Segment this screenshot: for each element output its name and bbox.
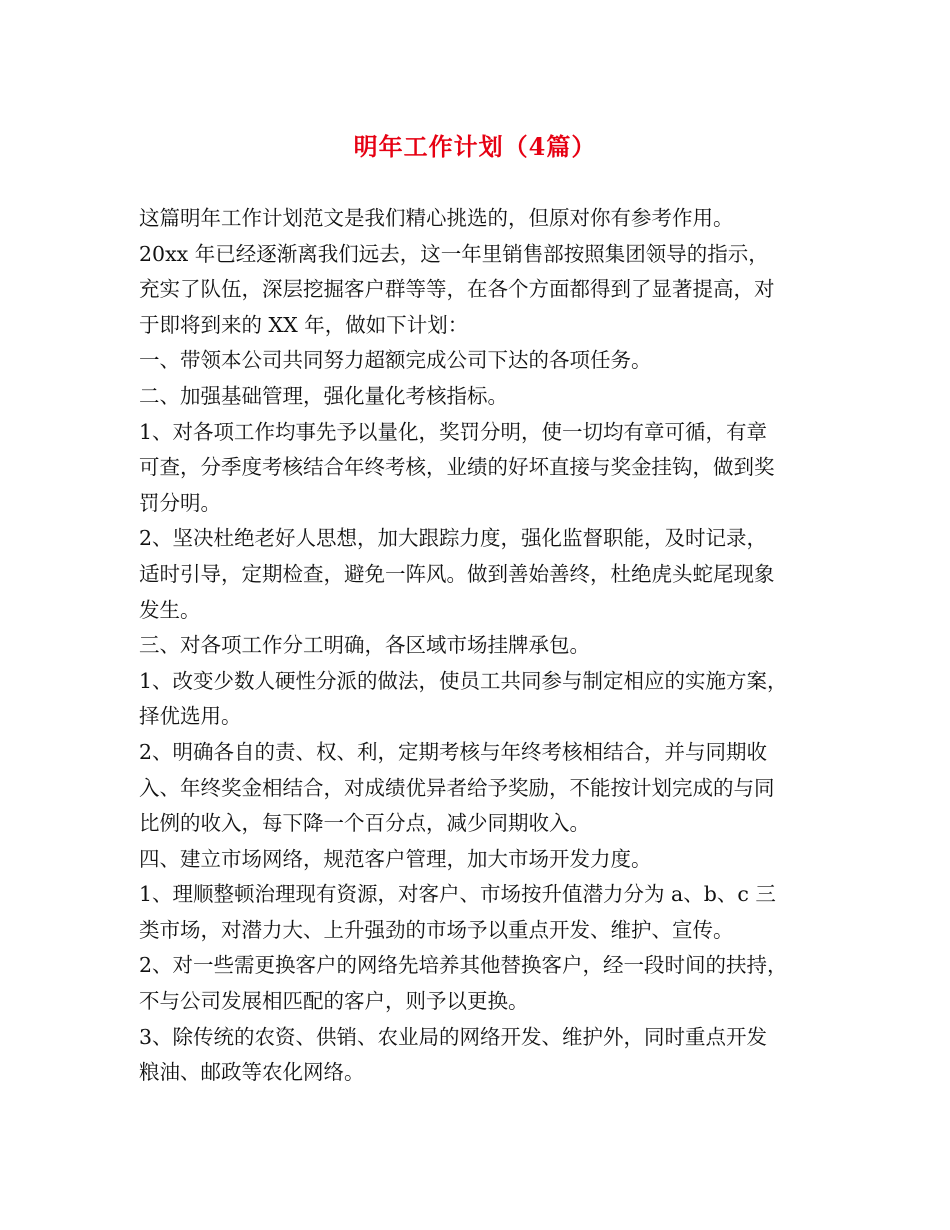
text-line: 3、除传统的农资、供销、农业局的网络开发、维护外，同时重点开发: [139, 1024, 768, 1049]
text-line: 2、坚决杜绝老好人思想，加大跟踪力度，强化监督职能，及时记录，: [139, 526, 768, 551]
text-line: 三、对各项工作分工明确，各区域市场挂牌承包。: [139, 633, 590, 658]
text-line: 充实了队伍，深层挖掘客户群等等，在各个方面都得到了显著提高，对: [139, 277, 775, 302]
text-line: 一、带领本公司共同努力超额完成公司下达的各项任务。: [139, 348, 652, 373]
text-line: 发生。: [139, 597, 201, 622]
text-line: 比例的收入，每下降一个百分点，减少同期收入。: [139, 811, 590, 836]
text-line: 类市场，对潜力大、上升强劲的市场予以重点开发、维护、宣传。: [139, 917, 734, 942]
text-line: 粮油、邮政等农化网络。: [139, 1060, 365, 1085]
text-line: 适时引导，定期检查，避免一阵风。做到善始善终，杜绝虎头蛇尾现象: [139, 561, 775, 586]
text-line: 2、对一些需更换客户的网络先培养其他替换客户，经一段时间的扶持，: [139, 953, 788, 978]
document-body: [139, 201, 829, 1091]
text-line: 四、建立市场网络，规范客户管理，加大市场开发力度。: [139, 846, 652, 871]
text-line: 择优选用。: [139, 704, 242, 729]
text-line: 1、对各项工作均事先予以量化，奖罚分明，使一切均有章可循，有章: [139, 419, 768, 444]
text-line: 1、改变少数人硬性分派的做法，使员工共同参与制定相应的实施方案，: [139, 668, 788, 693]
text-line: 2、明确各自的责、权、利，定期考核与年终考核相结合，并与同期收: [139, 739, 768, 764]
text-line: 这篇明年工作计划范文是我们精心挑选的，但原对你有参考作用。: [139, 206, 734, 230]
text-line: 不与公司发展相匹配的客户，则予以更换。: [139, 989, 529, 1014]
document-title: 明年工作计划（4篇）: [353, 132, 597, 161]
text-line: 罚分明。: [139, 490, 221, 515]
text-line: 于即将到来的 XX 年，做如下计划：: [139, 312, 469, 337]
text-line: 可查，分季度考核结合年终考核，业绩的好坏直接与奖金挂钩，做到奖: [139, 455, 775, 480]
text-line: 入、年终奖金相结合，对成绩优异者给予奖励，不能按计划完成的与同: [139, 775, 775, 800]
text-line: 1、理顺整顿治理现有资源，对客户、市场按升值潜力分为 a、b、c 三: [139, 882, 776, 907]
text-line: 二、加强基础管理，强化量化考核指标。: [139, 383, 508, 408]
text-line: 20xx 年已经逐渐离我们远去，这一年里销售部按照集团领导的指示，: [139, 241, 769, 266]
